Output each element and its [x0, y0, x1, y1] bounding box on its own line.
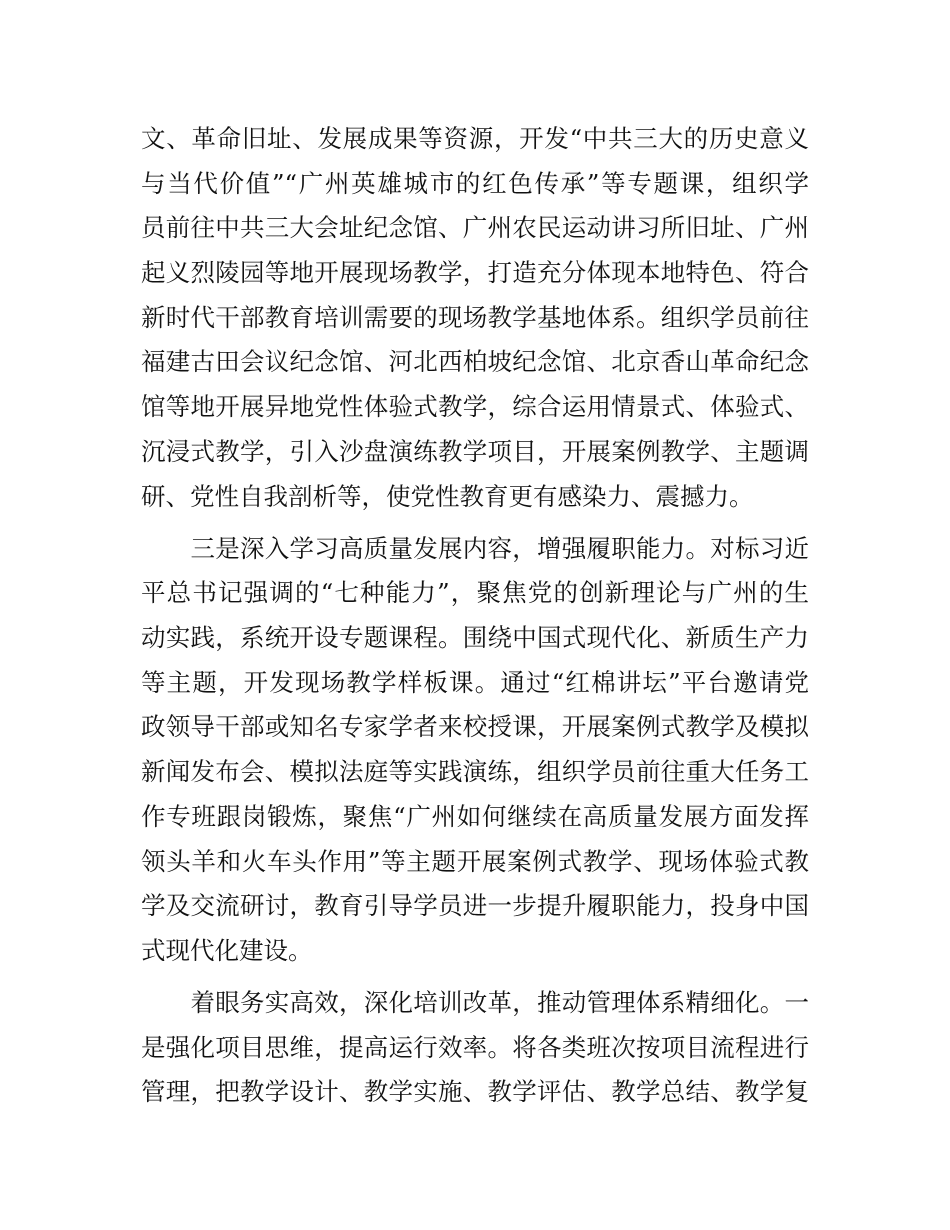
text-line: 式现代化建设。 [141, 935, 313, 965]
text-line: 馆等地开展异地党性体验式教学，综合运用情景式、体验式、 [141, 392, 809, 422]
text-line: 是强化项目思维，提高运行效率。将各类班次按项目流程进行 [141, 1032, 809, 1062]
document-page [141, 117, 809, 1115]
text-line: 福建古田会议纪念馆、河北西柏坡纪念馆、北京香山革命纪念 [141, 347, 809, 377]
text-line: 作专班跟岗锻炼，聚焦“广州如何继续在高质量发展方面发挥 [141, 801, 809, 831]
text-line: 着眼务实高效，深化培训改革，推动管理体系精细化。一 [141, 988, 809, 1018]
text-line: 三是深入学习高质量发展内容，增强履职能力。对标习近 [141, 533, 809, 563]
text-line: 政领导干部或知名专家学者来校授课，开展案例式教学及模拟 [141, 712, 809, 742]
text-line: 等主题，开发现场教学样板课。通过“红棉讲坛”平台邀请党 [141, 667, 809, 697]
text-line: 新闻发布会、模拟法庭等实践演练，组织学员前往重大任务工 [141, 757, 809, 787]
paragraph-gap [141, 974, 809, 982]
paragraph-gap [141, 519, 809, 527]
paragraph-2 [141, 527, 809, 974]
text-line: 领头羊和火车头作用”等主题开展案例式教学、现场体验式教 [141, 846, 809, 876]
text-line: 与当代价值”“广州英雄城市的红色传承”等专题课，组织学 [141, 168, 809, 198]
text-line: 员前往中共三大会址纪念馆、广州农民运动讲习所旧址、广州 [141, 213, 809, 243]
paragraph-1 [141, 117, 809, 519]
text-line: 学及交流研讨，教育引导学员进一步提升履职能力，投身中国 [141, 891, 809, 921]
text-line: 沉浸式教学，引入沙盘演练教学项目，开展案例教学、主题调 [141, 436, 809, 466]
text-line: 动实践，系统开设专题课程。围绕中国式现代化、新质生产力 [141, 623, 809, 653]
text-line: 起义烈陵园等地开展现场教学，打造充分体现本地特色、符合 [141, 258, 809, 288]
paragraph-3 [141, 981, 809, 1115]
text-line: 研、党性自我剖析等，使党性教育更有感染力、震撼力。 [141, 481, 754, 511]
text-line: 管理，把教学设计、教学实施、教学评估、教学总结、教学复 [141, 1077, 809, 1107]
text-line: 新时代干部教育培训需要的现场教学基地体系。组织学员前往 [141, 302, 809, 332]
text-line: 文、革命旧址、发展成果等资源，开发“中共三大的历史意义 [141, 124, 809, 153]
text-line: 平总书记强调的“七种能力”，聚焦党的创新理论与广州的生 [141, 578, 809, 608]
